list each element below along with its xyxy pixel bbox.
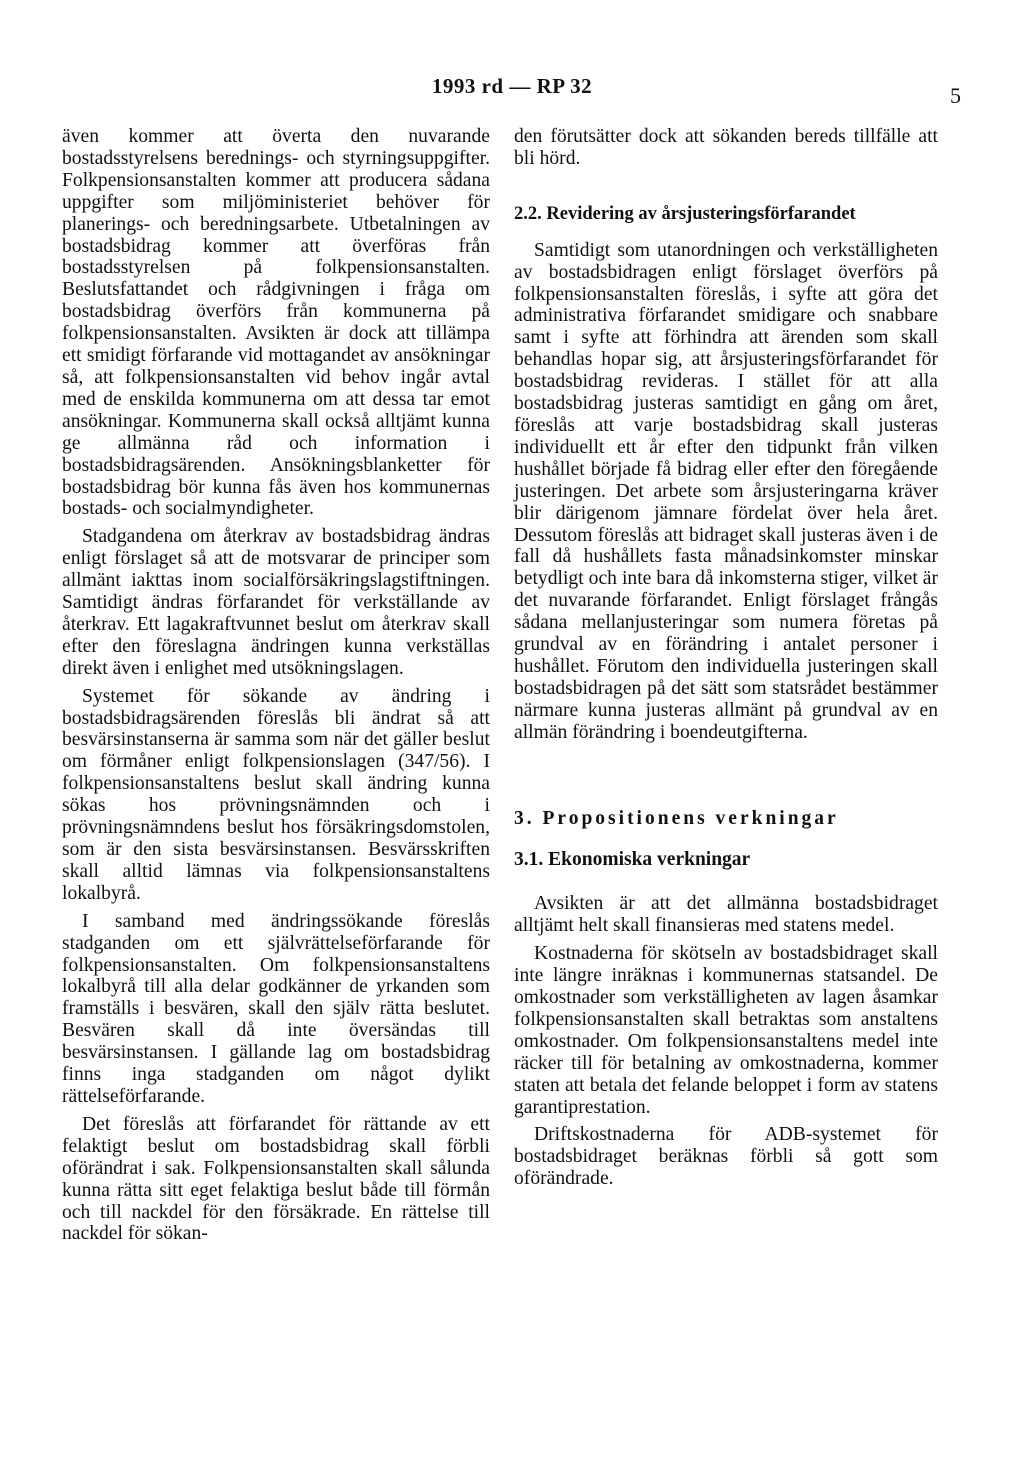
body-paragraph: Kostnaderna för skötseln av bostadsbidraget skall inte längre inräknas i kommunernas statsandel. De omkostnader som verkställigheten av lagen åsamkar folkpensionsanstalten skall betraktas som anstaltens omkostnader. Om folkpensionsanstaltens medel inte räcker till för betalning av omkostnaderna, kommer staten att betala det felande beloppet i form av statens garantiprestation. xyxy=(514,943,938,1118)
running-header: 1993 rd — RP 32 xyxy=(431,74,593,98)
section-heading-3-1: 3.1. Ekonomiska verkningar xyxy=(514,849,751,871)
right-column xyxy=(514,126,938,1196)
page-number: 5 xyxy=(950,83,961,108)
body-paragraph: den förutsätter dock att sökanden bereds tillfälle att bli hörd. xyxy=(514,126,938,169)
section-heading-2-2: 2.2. Revidering av årsjusteringsförfarandet xyxy=(514,203,856,224)
body-paragraph: även kommer att överta den nuvarande bostadsstyrelsens berednings- och styrningsuppgifter. Folkpensionsanstalten kommer att producera sådana uppgifter som miljöministeriet behöver för planerings- och beredningsarbete. Utbetalningen av bostadsbidrag kommer att överföras från bostadsstyrelsen på folkpensionsanstalten. Beslutsfattandet och rådgivningen i fråga om bostadsbidrag överförs från kommunerna på folkpensionsanstalten. Avsikten är dock att tillämpa ett smidigt förfarande vid mottagandet av ansökningar så, att folkpensionsanstalten vid behov ingår avtal med de enskilda kommunerna om att dessa tar emot ansökningar. Kommunerna skall också alltjämt kunna ge allmänna råd och information i bostadsbidragsärenden. Ansökningsblanketter för bostadsbidrag bör kunna fås även hos kommunernas bostads- och socialmyndigheter. xyxy=(62,126,490,520)
section-heading-3: 3. Propositionens verkningar xyxy=(514,807,839,829)
body-paragraph: Driftskostnaderna för ADB-systemet för bostadsbidraget beräknas förbli så gott som oförändrade. xyxy=(514,1124,938,1190)
left-column xyxy=(62,126,490,1251)
body-paragraph: Stadgandena om återkrav av bostadsbidrag ändras enligt förslaget så att de motsvarar de principer som allmänt iakttas inom socialförsäkringslagstiftningen. Samtidigt ändras förfarandet för verkställande av återkrav. Ett lagakraftvunnet beslut om återkrav skall efter den föreslagna ändringen kunna verkställas direkt även i enlighet med utsökningslagen. xyxy=(62,526,490,679)
body-paragraph: Det föreslås att förfarandet för rättande av ett felaktigt beslut om bostadsbidrag skall förbli oförändrat i sak. Folkpensionsanstalten skall sålunda kunna rätta sitt eget felaktiga beslut både till förmån och till nackdel för den försäkrade. En rättelse till nackdel för sökan- xyxy=(62,1113,490,1245)
body-paragraph: Systemet för sökande av ändring i bostadsbidragsärenden föreslås bli ändrat så att besvärsinstanserna är samma som när det gäller beslut om förmåner enligt folkpensionslagen (347/56). I folkpensionsanstaltens beslut skall ändring kunna sökas hos prövningsnämnden och i prövningsnämndens beslut hos försäkringsdomstolen, som är den sista besvärsinstansen. Besvärsskriften skall alltid lämnas via folkpensionsanstaltens lokalbyrå. xyxy=(62,685,490,904)
body-paragraph: Avsikten är att det allmänna bostadsbidraget alltjämt helt skall finansieras med statens medel. xyxy=(514,893,938,937)
body-paragraph: Samtidigt som utanordningen och verkställigheten av bostadsbidragen enligt förslaget överförs på folkpensionsanstalten föreslås, i syfte att göra det administrativa förfarandet smidigare och snabbare samt i syfte att förhindra att ärenden som skall behandlas hopar sig, att årsjusteringsförfarandet för bostadsbidrag revideras. I stället för att alla bostadsbidrag justeras samtidigt en gång om året, föreslås att varje bostadsbidrag skall justeras individuellt ett år efter den tidpunkt från vilken hushållet började få bidrag eller efter den föregående justeringen. Det arbete som årsjusteringarna kräver blir därigenom jämnare fördelat över hela året. Dessutom föreslås att bidraget skall justeras även i de fall då hushållets fasta månadsinkomster minskar betydligt och inte bara då inkomsterna stiger, vilket är det nuvarande förfarandet. Enligt förslaget frångås sådana mellanjusteringar som numera företas på grundval av en förändring i antalet personer i hushållet. Förutom den individuella justeringen skall bostadsbidragen på det sätt som statsrådet bestämmer närmare kunna justeras allmänt på grundval av en allmän förändring i boendeutgifterna. xyxy=(514,239,938,743)
body-paragraph: I samband med ändringssökande föreslås stadganden om ett självrättelseförfarande för folkpensionsanstalten. Om folkpensionsanstaltens lokalbyrå till alla delar godkänner de yrkanden som framställs i besvären, skall den själv rätta beslutet. Besvären skall då inte översändas till besvärsinstansen. I gällande lag om bostadsbidrag finns inga stadganden om något dylikt rättelseförfarande. xyxy=(62,910,490,1107)
